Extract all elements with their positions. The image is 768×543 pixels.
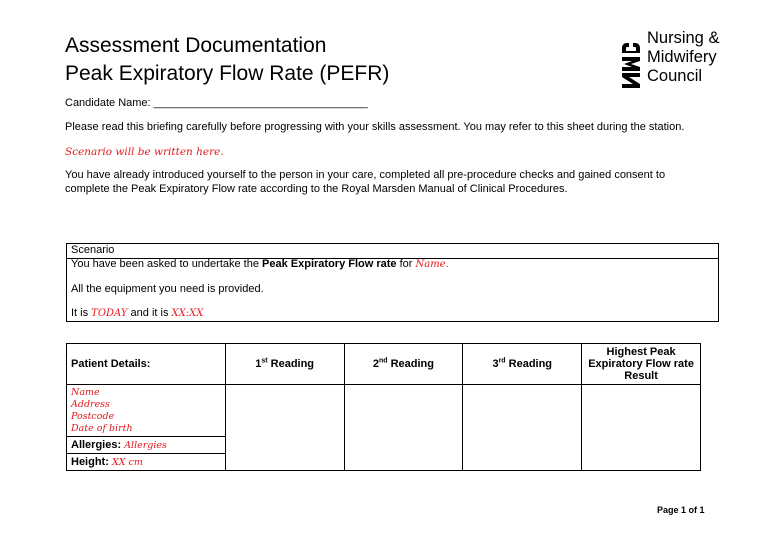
reading-1-word: Reading xyxy=(267,358,315,370)
reading-3-cell[interactable] xyxy=(463,385,582,471)
scenario-line-3 xyxy=(71,307,203,319)
page-title: Assessment Documentation xyxy=(65,34,327,57)
detail-name: Name xyxy=(71,386,100,398)
allergies-label: Allergies: xyxy=(71,439,125,451)
reading-3-word: Reading xyxy=(505,358,553,370)
logo-line-3: Council xyxy=(647,67,703,85)
patient-details-cell xyxy=(67,385,226,437)
col-reading-1 xyxy=(225,344,344,385)
reading-3-num: 3 xyxy=(492,358,499,370)
highest-result-cell[interactable] xyxy=(582,385,701,471)
col-patient-details: Patient Details: xyxy=(67,344,226,385)
scenario-box xyxy=(66,243,719,322)
scenario-line-1-prefix: You have been asked to undertake the xyxy=(71,258,263,270)
scenario-line-3-prefix: It is xyxy=(71,307,92,319)
scenario-line-3-mid: and it is xyxy=(127,307,172,319)
allergies-value: Allergies xyxy=(124,440,167,451)
logo-line-1: Nursing & xyxy=(647,29,720,47)
scenario-line-1 xyxy=(71,258,449,270)
readings-table xyxy=(66,343,701,471)
candidate-name-label: Candidate Name: xyxy=(65,97,154,109)
scenario-line-2: All the equipment you need is provided. xyxy=(71,283,264,295)
scenario-placeholder: Scenario will be written here. xyxy=(65,146,224,158)
candidate-name-blank: ___________________________________ xyxy=(153,97,368,109)
detail-dob: Date of birth xyxy=(71,422,133,434)
table-header-row xyxy=(67,344,701,385)
height-cell xyxy=(67,454,226,471)
reading-2-sup: nd xyxy=(378,357,388,365)
intro-paragraph: You have already introduced yourself to the person in your care, completed all pre-procedure checks and gained consent to complete the Peak Expiratory Flow rate according to the Royal Marsden Manual of Clinical Procedures. xyxy=(65,169,666,195)
reading-1-sup: st xyxy=(261,357,268,365)
scenario-heading: Scenario xyxy=(67,244,718,259)
reading-1-num: 1 xyxy=(255,358,262,370)
detail-postcode: Postcode xyxy=(71,410,115,422)
scenario-line-1-mid: for xyxy=(396,258,416,270)
briefing-text: Please read this briefing carefully before progressing with your skills assessment. You may refer to this sheet during the station. xyxy=(65,121,685,133)
scenario-day: TODAY xyxy=(91,308,128,319)
reading-2-cell[interactable] xyxy=(344,385,463,471)
reading-2-num: 2 xyxy=(372,358,379,370)
page-number: Page 1 of 1 xyxy=(657,505,705,515)
table-row xyxy=(67,385,701,437)
col-reading-2 xyxy=(344,344,463,385)
scenario-patient-name: Name. xyxy=(415,259,449,270)
page-subtitle: Peak Expiratory Flow Rate (PEFR) xyxy=(65,62,390,85)
detail-address: Address xyxy=(71,398,110,410)
nmc-logo xyxy=(620,27,740,91)
col-highest-result: Highest Peak Expiratory Flow rate Result xyxy=(582,344,701,385)
scenario-line-1-bold: Peak Expiratory Flow rate xyxy=(262,258,397,270)
reading-1-cell[interactable] xyxy=(225,385,344,471)
height-value: XX cm xyxy=(111,457,143,468)
col-reading-3 xyxy=(463,344,582,385)
height-label: Height: xyxy=(71,456,112,468)
candidate-name-field xyxy=(65,97,368,109)
logo-text xyxy=(647,29,719,86)
allergies-cell xyxy=(67,437,226,454)
reading-2-word: Reading xyxy=(387,358,434,370)
logo-line-2: Midwifery xyxy=(647,48,717,66)
scenario-time: XX:XX xyxy=(171,308,204,319)
nmc-logo-mark-icon xyxy=(620,27,642,89)
reading-3-sup: rd xyxy=(498,357,506,365)
